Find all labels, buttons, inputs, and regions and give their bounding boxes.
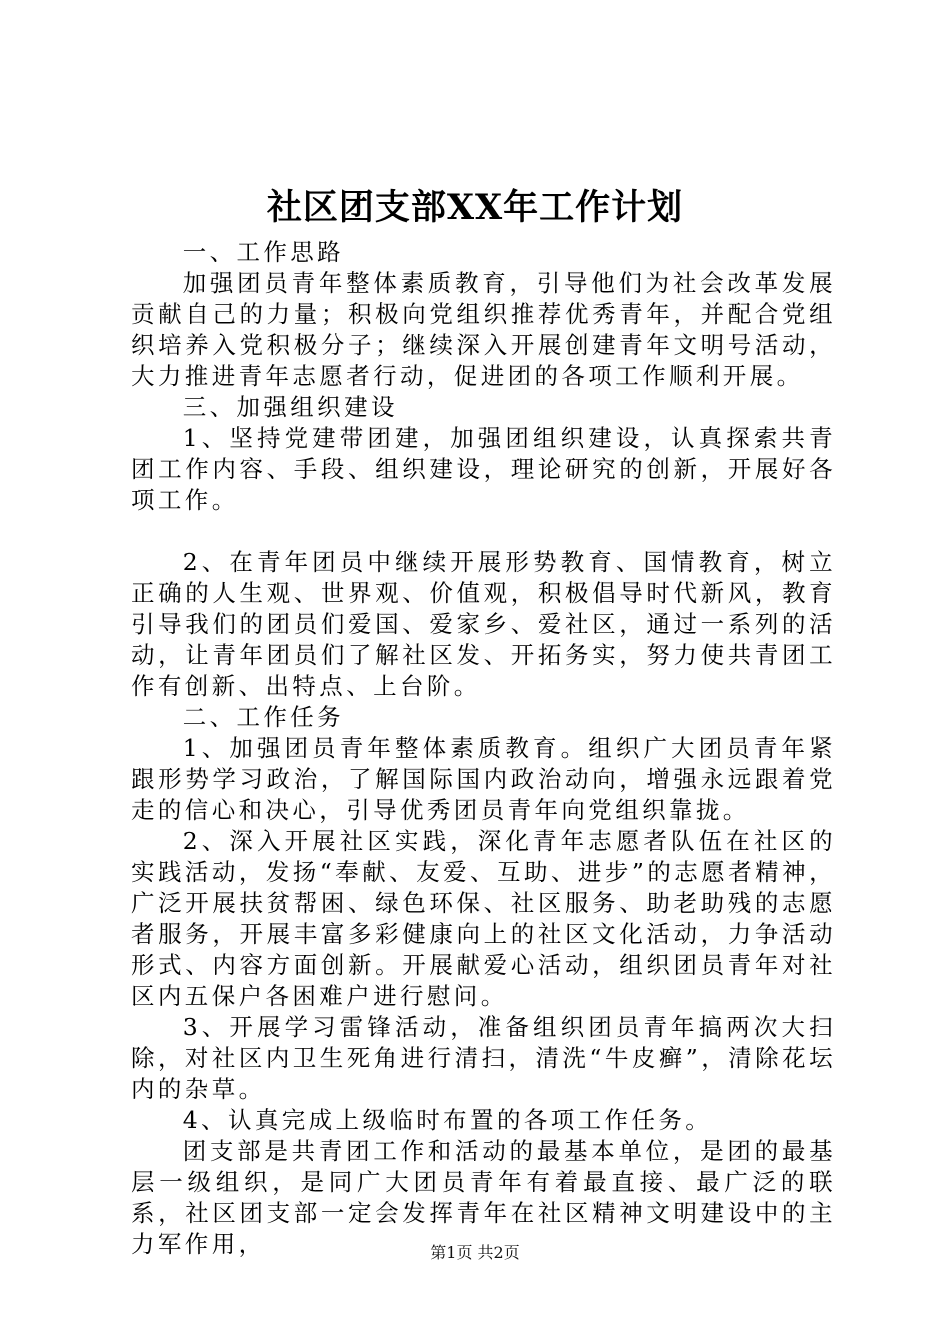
paragraph-organization-2: 2、在青年团员中继续开展形势教育、国情教育，树立正确的人生观、世界观、价值观，积极倡导时代新风，教育引导我们的团员们爱国、爱家乡、爱社区，通过一系列的活动，让青年团员们了解社区发、开拓务实，努力使共青团工作有创新、出特点、上台阶。	[131, 548, 836, 700]
paragraph-conclusion: 团支部是共青团工作和活动的最基本单位，是团的最基层一级组织，是同广大团员青年有着最直接、最广泛的联系，社区团支部一定会发挥青年在社区精神文明建设中的主力军作用，	[131, 1137, 836, 1258]
paragraph-task-1: 1、加强团员青年整体素质教育。组织广大团员青年紧跟形势学习政治，了解国际国内政治动向，增强永远跟着党走的信心和决心，引导优秀团员青年向党组织靠拢。	[131, 734, 836, 824]
document-body	[131, 237, 836, 1260]
section-heading-organization: 三、加强组织建设	[182, 393, 398, 421]
document-title: 社区团支部XX年工作计划	[266, 187, 684, 228]
section-heading-work-ideas: 一、工作思路	[182, 238, 345, 266]
paragraph-task-2: 2、深入开展社区实践，深化青年志愿者队伍在社区的实践活动，发扬“奉献、友爱、互助、进步”的志愿者精神，广泛开展扶贫帮困、绿色环保、社区服务、助老助残的志愿者服务，开展丰富多彩健康向上的社区文化活动，力争活动形式、内容方面创新。开展献爱心活动，组织团员青年对社区内五保户各困难户进行慰问。	[131, 827, 836, 1010]
page-footer: 第1页 共2页	[430, 1243, 520, 1262]
paragraph-organization-1: 1、坚持党建带团建，加强团组织建设，认真探索共青团工作内容、手段、组织建设，理论研究的创新，开展好各项工作。	[131, 424, 836, 514]
paragraph-work-ideas: 加强团员青年整体素质教育，引导他们为社会改革发展贡献自己的力量；积极向党组织推荐优秀青年，并配合党组织培养入党积极分子；继续深入开展创建青年文明号活动，大力推进青年志愿者行动，促进团的各项工作顺利开展。	[131, 269, 836, 390]
section-heading-work-tasks: 二、工作任务	[182, 703, 345, 731]
paragraph-task-4: 4、认真完成上级临时布置的各项工作任务。	[182, 1106, 713, 1134]
paragraph-task-3: 3、开展学习雷锋活动，准备组织团员青年搞两次大扫除，对社区内卫生死角进行清扫，清洗“牛皮癣”，清除花坛内的杂草。	[131, 1013, 836, 1103]
